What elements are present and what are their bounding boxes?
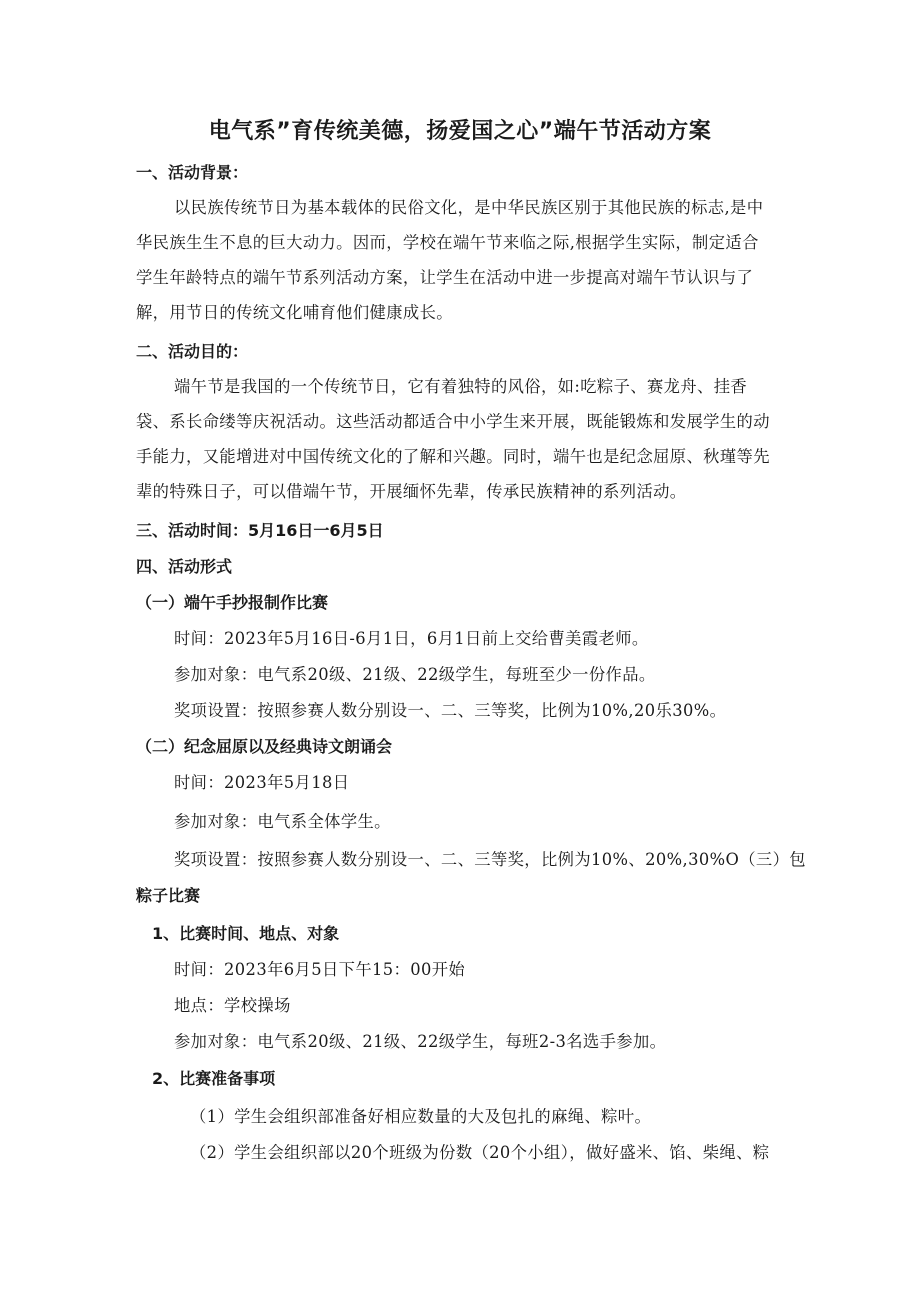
subsection-heading-continued: 粽子比赛	[136, 886, 201, 905]
paragraph-line: 奖项设置：按照参赛人数分别设一、二、三等奖，比例为10%,20乐30%。	[174, 701, 727, 720]
subsection-heading: （一）端午手抄报制作比赛	[136, 593, 329, 612]
paragraph-line: 参加对象：电气系20级、21级、22级学生，每班2-3名选手参加。	[174, 1032, 667, 1051]
paragraph-line: 参加对象：电气系全体学生。	[174, 812, 391, 831]
numbered-heading: 2、比赛准备事项	[152, 1069, 276, 1088]
paragraph-line: 袋、系长命缕等庆祝活动。这些活动都适合中小学生来开展，既能锻炼和发展学生的动	[136, 412, 770, 431]
paragraph-line: 地点：学校操场	[174, 996, 291, 1015]
paragraph-line: 时间：2023年5月18日	[174, 773, 350, 792]
section-heading-time: 三、活动时间：5月16日一6月5日	[136, 521, 384, 540]
document-title: 电气系”育传统美德，扬爱国之心”端午节活动方案	[208, 119, 712, 144]
paragraph-line: （1）学生会组织部准备好相应数量的大及包扎的麻绳、粽叶。	[190, 1107, 652, 1126]
paragraph-line: 手能力，又能增进对中国传统文化的了解和兴趣。同时，端午也是纪念屈原、秋瑾等先	[136, 447, 770, 466]
section-heading-purpose: 二、活动目的：	[136, 342, 249, 361]
paragraph-line: 学生年龄特点的端午节系列活动方案，让学生在活动中进一步提高对端午节认识与了	[136, 268, 754, 287]
paragraph-line: 端午节是我国的一个传统节日，它有着独特的风俗，如:吃粽子、赛龙舟、挂香	[174, 377, 748, 396]
paragraph-line: 时间：2023年5月16日-6月1日，6月1日前上交给曹美霞老师。	[174, 629, 649, 648]
paragraph-line: 解，用节日的传统文化哺育他们健康成长。	[136, 303, 453, 322]
paragraph-line: 华民族生生不息的巨大动力。因而，学校在端午节来临之际,根据学生实际，制定适合	[136, 233, 759, 252]
paragraph-line: 以民族传统节日为基本载体的民俗文化，是中华民族区别于其他民族的标志,是中	[174, 198, 764, 217]
section-heading-form: 四、活动形式	[136, 557, 233, 576]
paragraph-line: （2）学生会组织部以20个班级为份数（20个小组），做好盛米、馅、柴绳、粽	[190, 1143, 770, 1162]
section-heading-background: 一、活动背景：	[136, 163, 249, 182]
paragraph-line: 辈的特殊日子，可以借端午节，开展缅怀先辈，传承民族精神的系列活动。	[136, 482, 687, 501]
paragraph-line: 奖项设置：按照参赛人数分别设一、二、三等奖，比例为10%、20%,30%O（三）包	[174, 850, 806, 869]
subsection-heading: （二）纪念屈原以及经典诗文朗诵会	[136, 737, 393, 756]
paragraph-line: 时间：2023年6月5日下午15：00开始	[174, 960, 466, 979]
numbered-heading: 1、比赛时间、地点、对象	[152, 924, 340, 943]
paragraph-line: 参加对象：电气系20级、21级、22级学生，每班至少一份作品。	[174, 665, 656, 684]
